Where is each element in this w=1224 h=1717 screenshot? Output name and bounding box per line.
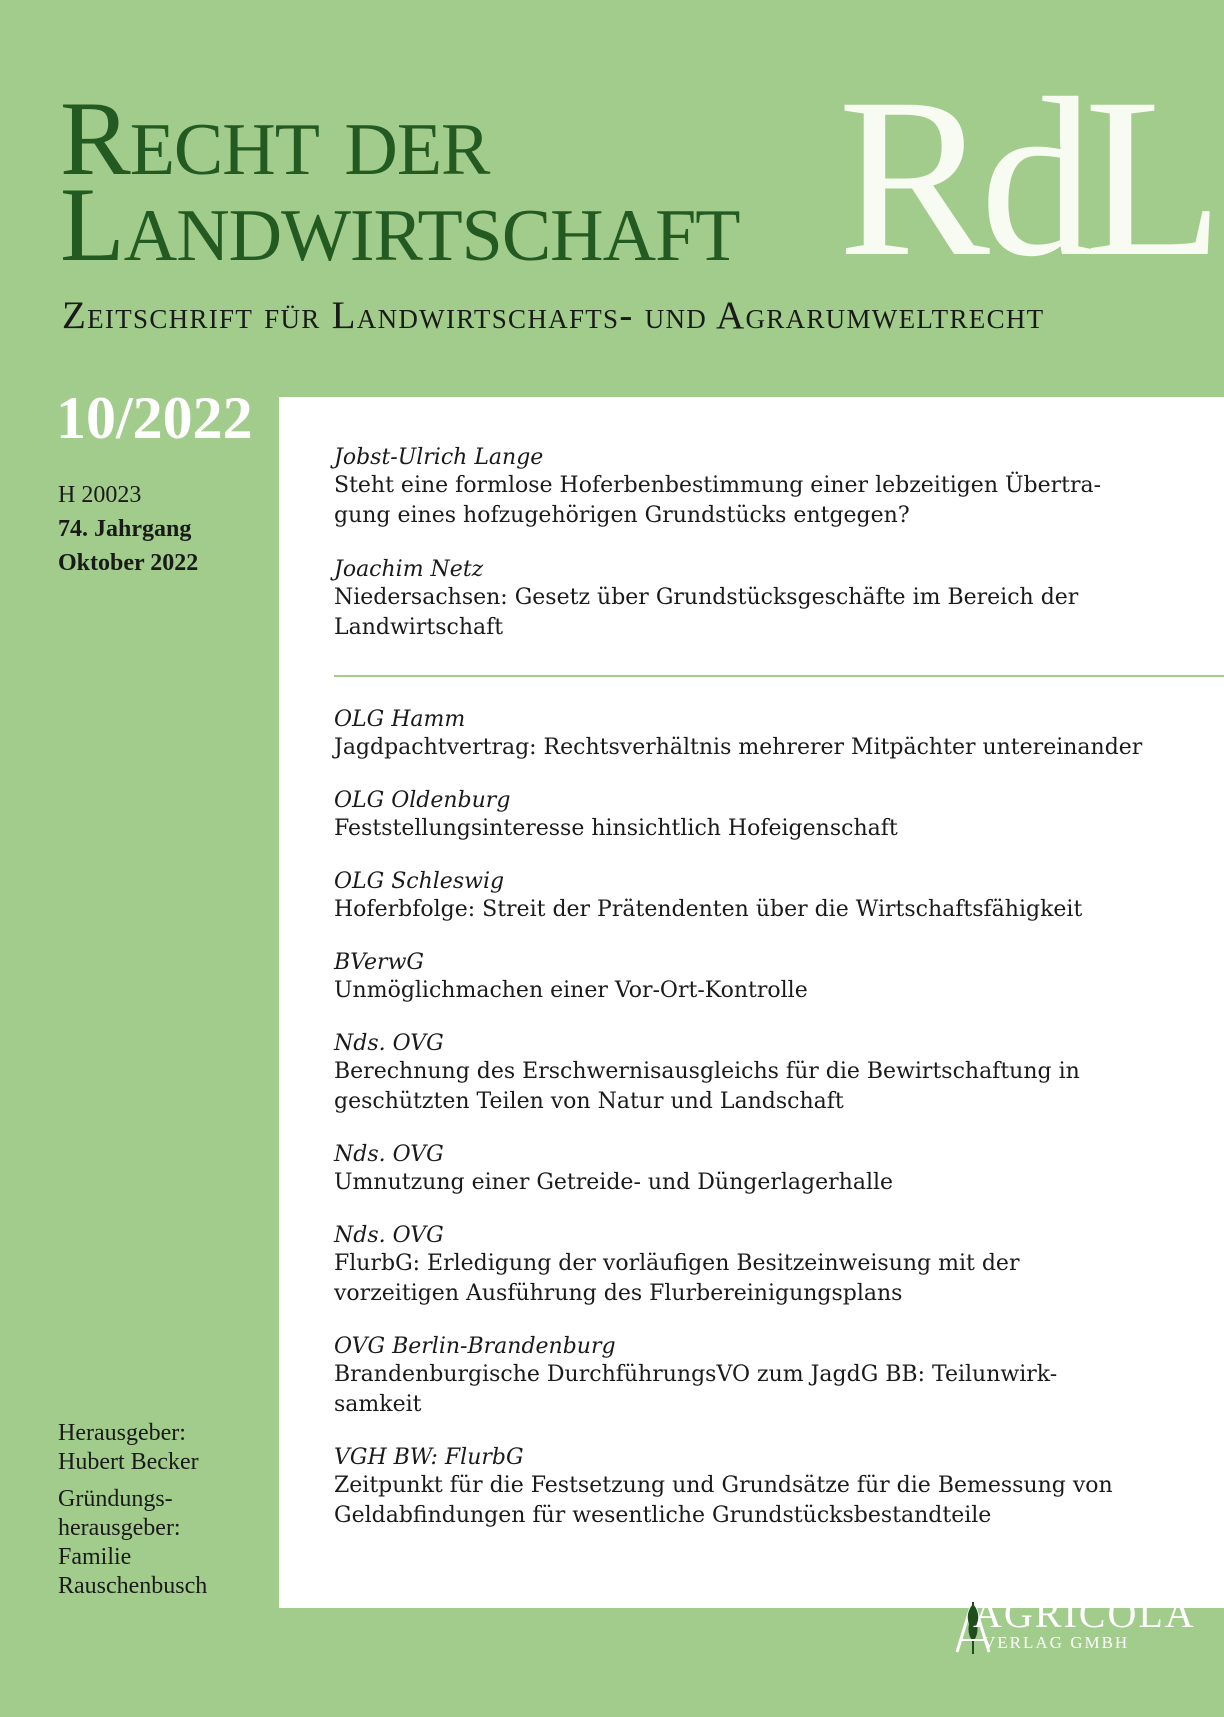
entry-court: OLG Oldenburg (334, 788, 511, 813)
issue-meta (58, 478, 198, 580)
articles-list (334, 444, 1214, 643)
journal-subtitle: Zeitschrift für Landwirtschafts- und Agrarumweltrecht (62, 294, 1045, 337)
entry-title (334, 1168, 1214, 1198)
journal-title-line-2: Landwirtschaft (60, 166, 740, 283)
entry-title-line: geschützten Teilen von Natur und Landschaft (334, 1089, 844, 1114)
founders-label-1: Gründungs- (58, 1486, 173, 1512)
entry-court: OLG Schleswig (334, 869, 505, 894)
issue-number: 10/2022 (56, 385, 253, 451)
toc-entry (334, 556, 1214, 643)
toc-entry (334, 868, 1214, 925)
toc-entry (334, 1333, 1214, 1420)
entry-title-line: Steht eine formlose Hoferbenbestimmung einer lebzeitigen Übertra- (334, 473, 1102, 498)
entry-court: VGH BW: FlurbG (334, 1445, 524, 1470)
entry-court: BVerwG (334, 950, 424, 975)
entry-title-line: Niedersachsen: Gesetz über Grundstücksgeschäfte im Bereich der (334, 585, 1079, 610)
toc-entry (334, 787, 1214, 844)
publisher-logo (953, 1591, 1196, 1658)
entry-title-line: Umnutzung einer Getreide- und Düngerlagerhalle (334, 1170, 894, 1195)
entry-title (334, 471, 1214, 531)
entry-title-line: Zeitpunkt für die Festsetzung und Grundsätze für die Bemessung von (334, 1473, 1113, 1498)
entry-title-line: gung eines hofzugehörigen Grundstücks entgegen? (334, 503, 910, 528)
entry-title (334, 976, 1214, 1006)
toc-entry (334, 706, 1214, 763)
publisher-logo-name: AGRICOLA (973, 1591, 1196, 1636)
entry-title (334, 1057, 1214, 1117)
toc-entry (334, 1030, 1214, 1117)
entry-court: OVG Berlin-Brandenburg (334, 1334, 616, 1359)
entry-court: Nds. OVG (334, 1031, 444, 1056)
toc-entry (334, 1222, 1214, 1309)
toc-entry (334, 1141, 1214, 1198)
entry-title-line: Brandenburgische DurchführungsVO zum JagdG BB: Teilunwirk- (334, 1362, 1058, 1387)
toc-entry (334, 1444, 1214, 1531)
issue-month: Oktober 2022 (58, 550, 199, 576)
contents-panel (279, 397, 1224, 1608)
entry-court: OLG Hamm (334, 707, 466, 732)
contents-divider (334, 675, 1224, 677)
founders-name-2: Rauschenbusch (58, 1573, 208, 1599)
entry-title (334, 895, 1214, 925)
entry-title-line: FlurbG: Erledigung der vorläufigen Besitzeinweisung mit der (334, 1251, 1020, 1276)
issue-volume: 74. Jahrgang (58, 516, 192, 542)
entry-court: Nds. OVG (334, 1142, 444, 1167)
entry-title-line: Unmöglichmachen einer Vor-Ort-Kontrolle (334, 978, 808, 1003)
entry-title (334, 1249, 1214, 1309)
entry-title (334, 733, 1214, 763)
entry-title (334, 1360, 1214, 1420)
entry-author: Jobst-Ulrich Lange (334, 445, 544, 470)
entry-title-line: Berechnung des Erschwernisausgleichs für die Bewirtschaftung in (334, 1059, 1080, 1084)
entry-title-line: Jagdpachtvertrag: Rechtsverhältnis mehrerer Mitpächter untereinander (334, 735, 1143, 760)
publisher-name: Hubert Becker (58, 1449, 199, 1475)
entry-title-line: Feststellungsinteresse hinsichtlich Hofeigenschaft (334, 816, 898, 841)
publisher-logo-subline: VERLAG GMBH (983, 1633, 1130, 1652)
entry-title (334, 1471, 1214, 1531)
toc-entry (334, 949, 1214, 1006)
publisher-label: Herausgeber: (58, 1420, 186, 1446)
entry-title-line: Geldabfindungen für wesentliche Grundstücksbestandteile (334, 1503, 992, 1528)
issue-code: H 20023 (58, 482, 142, 508)
entry-title-line: samkeit (334, 1392, 422, 1417)
journal-title-line-1: Recht der (60, 80, 490, 197)
founders-name-1: Familie (58, 1544, 132, 1570)
entry-title-line: Hoferbfolge: Streit der Prätendenten über die Wirtschaftsfähigkeit (334, 897, 1083, 922)
decisions-list (334, 706, 1214, 1531)
entry-title-line: Landwirtschaft (334, 615, 504, 640)
entry-court: Nds. OVG (334, 1223, 444, 1248)
founders-label-2: herausgeber: (58, 1515, 181, 1541)
toc-entry (334, 444, 1214, 531)
entry-author: Joachim Netz (334, 557, 484, 582)
entry-title-line: vorzeitigen Ausführung des Flurbereinigungsplans (334, 1281, 903, 1306)
entry-title (334, 583, 1214, 643)
journal-abbreviation: RdL (838, 52, 1214, 304)
entry-title (334, 814, 1214, 844)
editors-block (58, 1419, 207, 1601)
